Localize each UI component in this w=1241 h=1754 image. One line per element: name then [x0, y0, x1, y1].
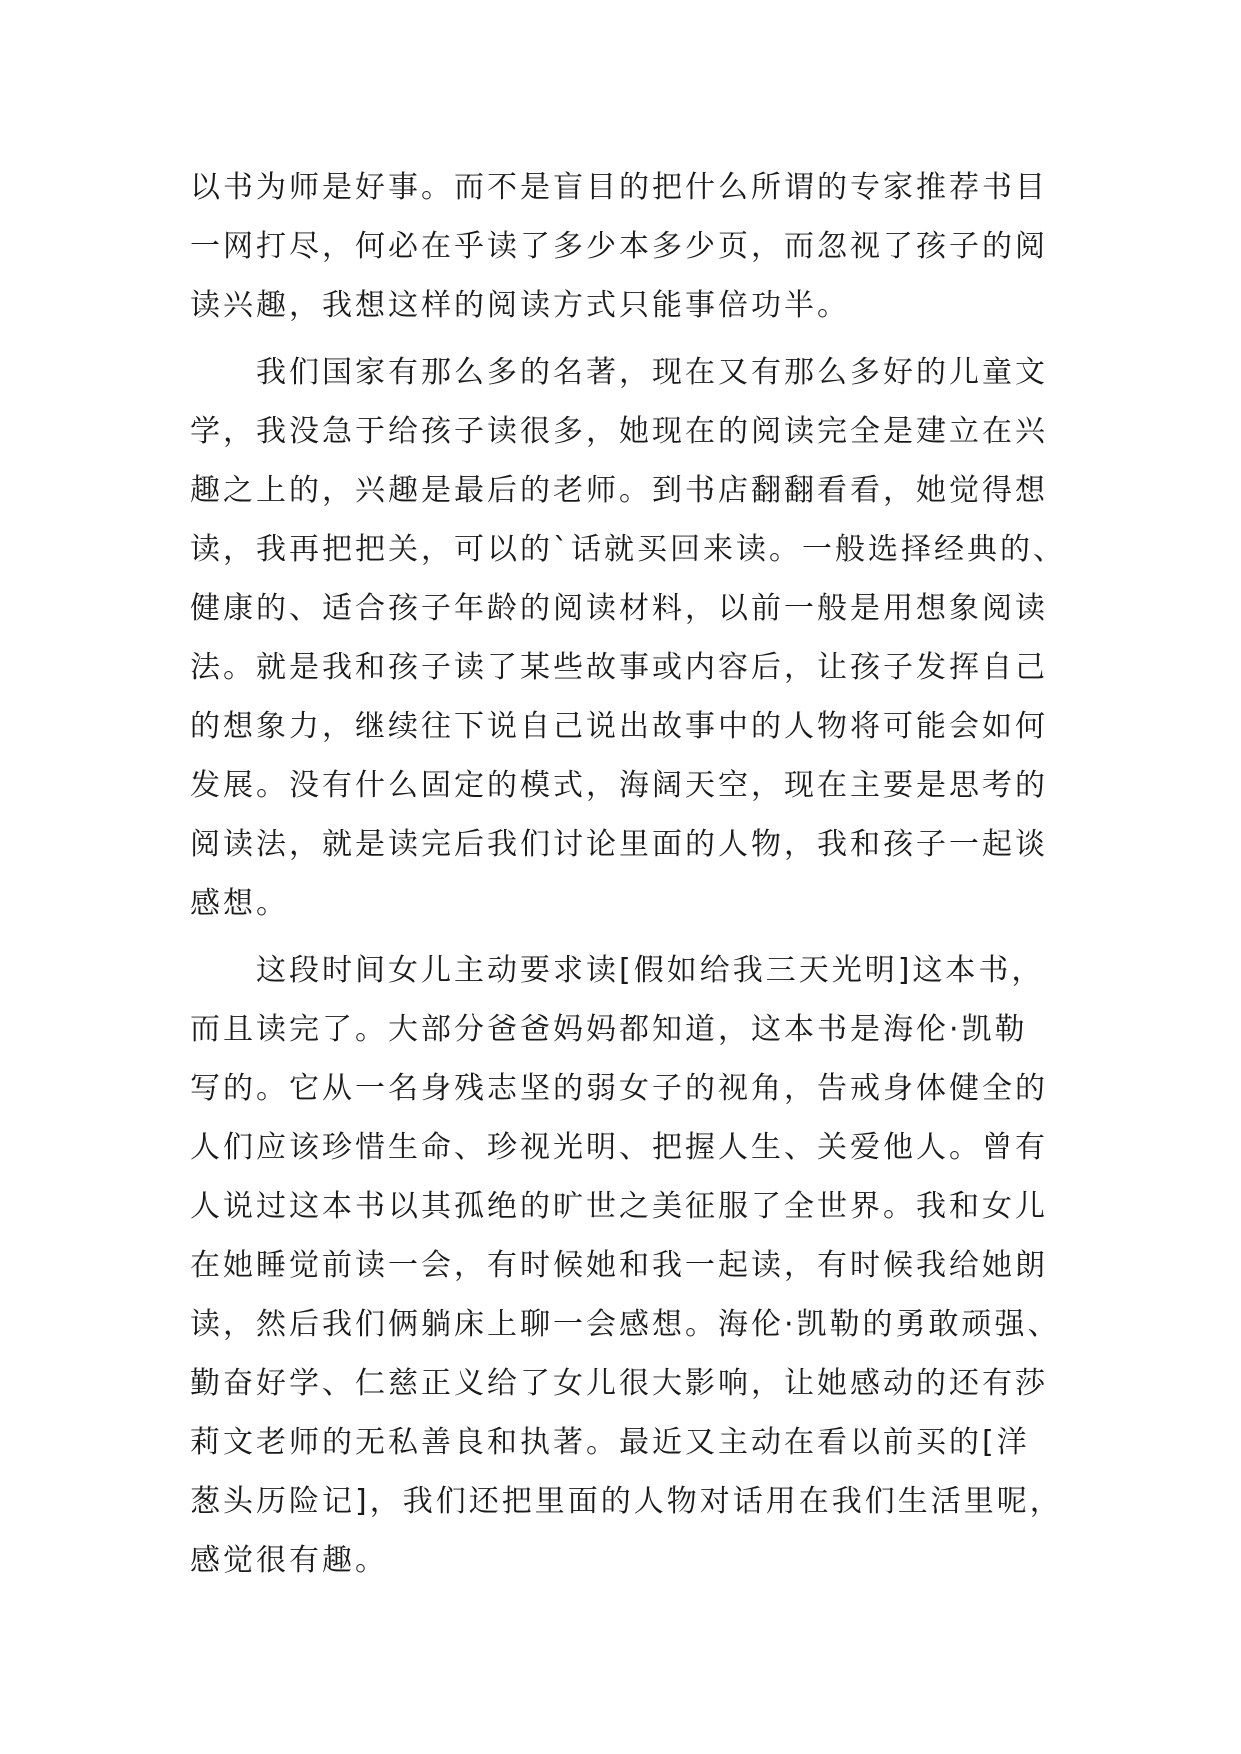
- text-line: 阅读法，就是读完后我们讨论里面的人物，我和孩子一起谈: [190, 827, 1048, 862]
- paragraph-spacer: [190, 933, 1052, 941]
- text-line: 莉文老师的无私善良和执著。最近又主动在看以前买的[洋: [190, 1425, 1030, 1460]
- text-line: 勤奋好学、仁慈正义给了女儿很大影响，让她感动的还有莎: [190, 1366, 1048, 1401]
- text-line: 的想象力，继续往下说自己说出故事中的人物将可能会如何: [190, 709, 1048, 744]
- text-line: 感想。: [190, 886, 289, 921]
- text-line: 趣之上的，兴趣是最后的老师。到书店翻翻看看，她觉得想: [190, 473, 1048, 508]
- text-line: 感觉很有趣。: [190, 1543, 388, 1578]
- text-line: 以书为师是好事。而不是盲目的把什么所谓的专家推荐书目: [190, 170, 1048, 205]
- text-line: 葱头历险记]，我们还把里面的人物对话用在我们生活里呢，: [190, 1484, 1063, 1519]
- paragraph-spacer: [190, 335, 1052, 343]
- text-line: 发展。没有什么固定的模式，海阔天空，现在主要是思考的: [190, 768, 1048, 803]
- text-line: 人们应该珍惜生命、珍视光明、把握人生、关爱他人。曾有: [190, 1130, 1048, 1165]
- text-line: 我们国家有那么多的名著，现在又有那么多好的儿童文: [256, 355, 1048, 390]
- text-line: 这段时间女儿主动要求读[假如给我三天光明]这本书，: [256, 953, 1045, 988]
- text-line: 人说过这本书以其孤绝的旷世之美征服了全世界。我和女儿: [190, 1189, 1048, 1224]
- text-line: 读，然后我们俩躺床上聊一会感想。海伦·凯勒的勇敢顽强、: [190, 1307, 1061, 1342]
- text-line: 健康的、适合孩子年龄的阅读材料，以前一般是用想象阅读: [190, 591, 1048, 626]
- text-line: 在她睡觉前读一会，有时候她和我一起读，有时候我给她朗: [190, 1248, 1048, 1283]
- text-line: 学，我没急于给孩子读很多，她现在的阅读完全是建立在兴: [190, 414, 1048, 449]
- text-line: 写的。它从一名身残志坚的弱女子的视角，告戒身体健全的: [190, 1071, 1048, 1106]
- text-line: 法。就是我和孩子读了某些故事或内容后，让孩子发挥自己: [190, 650, 1048, 685]
- document-body: [190, 158, 1066, 1590]
- text-line: 一网打尽，何必在乎读了多少本多少页，而忽视了孩子的阅: [190, 229, 1048, 264]
- text-line: 读，我再把把关，可以的`话就买回来读。一般选择经典的、: [190, 532, 1066, 567]
- text-line: 而且读完了。大部分爸爸妈妈都知道，这本书是海伦·凯勒: [190, 1012, 1028, 1047]
- text-line: 读兴趣，我想这样的阅读方式只能事倍功半。: [190, 288, 850, 323]
